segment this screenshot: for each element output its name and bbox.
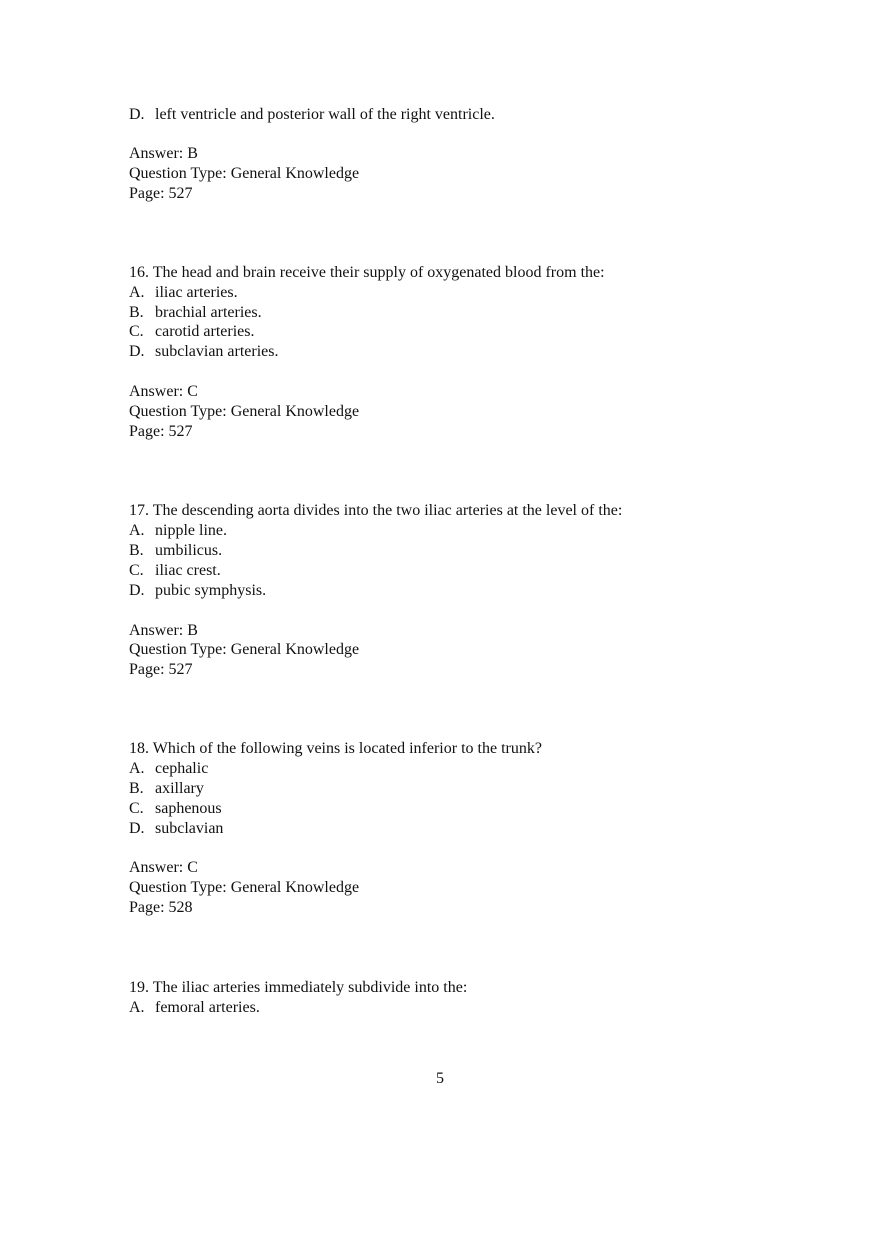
- question-stem: 18. Which of the following veins is located inferior to the trunk?: [129, 740, 542, 757]
- option-text: left ventricle and posterior wall of the right ventricle.: [155, 106, 495, 123]
- option-line: [129, 303, 262, 323]
- question-type-line: Question Type: General Knowledge: [129, 403, 360, 420]
- option-text: subclavian: [155, 820, 224, 837]
- option-letter: D.: [129, 582, 145, 599]
- option-line: [129, 759, 208, 779]
- option-text: cephalic: [155, 760, 209, 777]
- option-line: [129, 342, 279, 362]
- option-line: [129, 998, 260, 1018]
- option-text: carotid arteries.: [155, 323, 255, 340]
- page-reference-line: Page: 527: [129, 185, 193, 202]
- question-stem: 19. The iliac arteries immediately subdivide into the:: [129, 979, 468, 996]
- option-line: [129, 561, 221, 581]
- option-text: femoral arteries.: [155, 999, 260, 1016]
- option-letter: D.: [129, 343, 145, 360]
- option-line: [129, 105, 495, 125]
- option-line: [129, 521, 227, 541]
- option-text: umbilicus.: [155, 542, 223, 559]
- option-text: subclavian arteries.: [155, 343, 279, 360]
- question-type-line: Question Type: General Knowledge: [129, 879, 360, 896]
- option-text: saphenous: [155, 800, 222, 817]
- option-text: iliac crest.: [155, 562, 221, 579]
- option-text: pubic symphysis.: [155, 582, 267, 599]
- page-number: 5: [436, 1070, 444, 1087]
- option-letter: D.: [129, 820, 145, 837]
- option-line: [129, 819, 223, 839]
- question-type-line: Question Type: General Knowledge: [129, 165, 360, 182]
- answer-line: Answer: C: [129, 383, 198, 400]
- option-letter: B.: [129, 542, 144, 559]
- answer-line: Answer: C: [129, 859, 198, 876]
- option-line: [129, 581, 266, 601]
- page-reference-line: Page: 527: [129, 423, 193, 440]
- option-letter: B.: [129, 780, 144, 797]
- option-line: [129, 322, 255, 342]
- option-letter: C.: [129, 323, 144, 340]
- option-letter: A.: [129, 284, 145, 301]
- answer-line: Answer: B: [129, 145, 198, 162]
- option-letter: A.: [129, 999, 145, 1016]
- option-text: nipple line.: [155, 522, 227, 539]
- option-line: [129, 779, 204, 799]
- option-letter: A.: [129, 760, 145, 777]
- option-letter: D.: [129, 106, 145, 123]
- page-reference-line: Page: 527: [129, 661, 193, 678]
- question-type-line: Question Type: General Knowledge: [129, 641, 360, 658]
- option-letter: A.: [129, 522, 145, 539]
- option-letter: C.: [129, 800, 144, 817]
- option-text: axillary: [155, 780, 204, 797]
- option-text: iliac arteries.: [155, 284, 238, 301]
- option-letter: C.: [129, 562, 144, 579]
- option-line: [129, 799, 222, 819]
- option-letter: B.: [129, 304, 144, 321]
- option-text: brachial arteries.: [155, 304, 262, 321]
- question-stem: 16. The head and brain receive their supply of oxygenated blood from the:: [129, 264, 605, 281]
- answer-line: Answer: B: [129, 622, 198, 639]
- page-reference-line: Page: 528: [129, 899, 193, 916]
- question-stem: 17. The descending aorta divides into the two iliac arteries at the level of the:: [129, 502, 623, 519]
- option-line: [129, 283, 238, 303]
- option-line: [129, 541, 222, 561]
